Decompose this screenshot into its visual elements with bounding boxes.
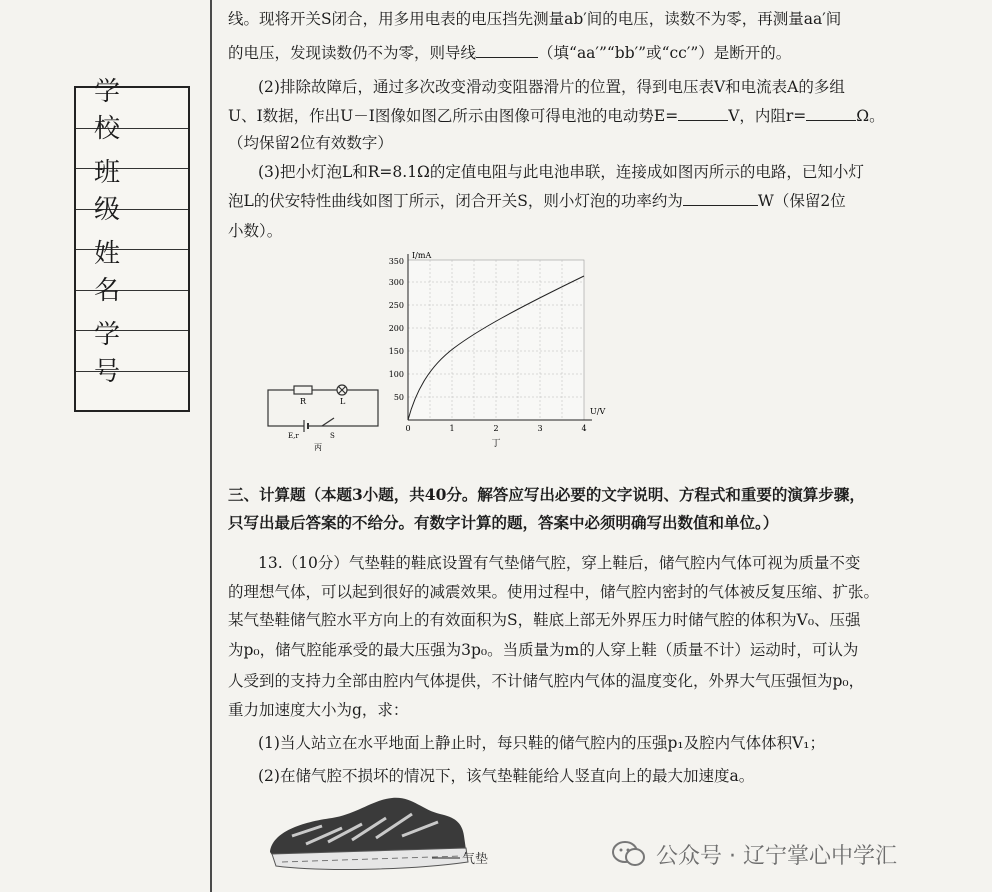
text-line: 泡L的伏安特性曲线如图丁所示，闭合开关S，则小灯泡的功率约为 W（保留2位 [228, 192, 846, 210]
x-tick: 4 [581, 424, 587, 433]
x-tick: 2 [493, 424, 499, 433]
question-text: 13.（10分）气垫鞋的鞋底设置有气垫储气腔，穿上鞋后，储气腔内气体可视为质量不变 [258, 554, 861, 572]
section-heading: 只写出最后答案的不给分。有数字计算的题，答案中必须明确写出数值和单位。） [228, 513, 779, 532]
class-label: 班级 [76, 169, 188, 210]
subquestion-text: (1)当人站立在水平地面上静止时，每只鞋的储气腔内的压强p₁及腔内气体体积V₁； [258, 734, 826, 752]
text-line: (2)排除故障后，通过多次改变滑动变阻器滑片的位置，得到电压表V和电流表A的多组 [258, 78, 845, 96]
switch-label: S [330, 432, 335, 440]
circuit-diagram [262, 380, 384, 452]
x-tick: 0 [405, 424, 411, 433]
binding-line [210, 0, 212, 892]
source-label: E,r [288, 432, 299, 440]
wechat-icon [612, 840, 646, 868]
graph-caption: 丁 [491, 439, 501, 449]
x-tick: 1 [449, 424, 455, 433]
y-tick: 50 [393, 393, 404, 402]
y-tick: 150 [388, 347, 404, 356]
watermark-text: 公众号 · 辽宁掌心中学汇 [656, 843, 897, 869]
y-tick: 100 [388, 370, 404, 379]
y-axis-label: I/mA [412, 251, 432, 260]
y-tick: 300 [388, 278, 404, 287]
resistor-label: R [300, 397, 307, 406]
question-text: 某气垫鞋储气腔水平方向上的有效面积为S，鞋底上部无外界压力时储气腔的体积为V₀、压强 [228, 611, 861, 629]
text-line: U、I数据，作出U－I图像如图乙所示由图像可得电池的电动势E= V，内阻r= Ω。 [228, 107, 885, 125]
question-text: 为p₀，储气腔能承受的最大压强为3p₀。当质量为m的人穿上鞋（质量不计）运动时，可认为 [228, 641, 859, 659]
section-heading: 三、计算题（本题3小题，共40分。解答应写出必要的文字说明、方程式和重要的演算步骤， [228, 485, 865, 504]
y-tick: 350 [388, 257, 404, 266]
student-info-box [74, 76, 190, 412]
question-text: 重力加速度大小为g，求： [228, 701, 409, 719]
question-text: 人受到的支持力全部由腔内气体提供，不计储气腔内气体的温度变化，外界大气压强恒为p₀， [228, 672, 865, 690]
x-axis-label: U/V [590, 407, 606, 416]
y-tick: 250 [388, 301, 404, 310]
answer-blank [678, 106, 728, 121]
answer-blank [683, 191, 758, 206]
text-line: 小数）。 [228, 222, 283, 240]
question-text: 的理想气体，可以起到很好的减震效果。使用过程中，储气腔内密封的气体被反复压缩、扩张。 [228, 583, 880, 601]
watermark [612, 834, 972, 874]
school-label: 学校 [76, 88, 188, 129]
answer-blank [806, 106, 856, 121]
iv-curve-graph [374, 248, 618, 454]
subquestion-text: (2)在储气腔不损坏的情况下，该气垫鞋能给人竖直向上的最大加速度a。 [258, 767, 755, 785]
text-line: (3)把小灯泡L和R=8.1Ω的定值电阻与此电池串联，连接成如图丙所示的电路，已知小灯 [258, 163, 864, 181]
air-cushion-label: 气垫 [462, 852, 489, 867]
text-line: （均保留2位有效数字） [228, 134, 393, 152]
name-label: 姓名 [76, 250, 188, 291]
text-line: 的电压，发现读数仍不为零，则导线 （填“aa′”“bb′”或“cc′”）是断开的。 [228, 44, 792, 62]
text-line: 线。现将开关S闭合，用多用电表的电压挡先测量ab′间的电压，读数不为零，再测量aa′间 [228, 10, 842, 28]
x-tick: 3 [537, 424, 543, 433]
lamp-label: L [340, 397, 346, 406]
student-id-label: 学号 [76, 331, 188, 372]
answer-blank [476, 43, 538, 58]
circuit-caption: 丙 [314, 443, 322, 452]
y-tick: 200 [388, 324, 404, 333]
